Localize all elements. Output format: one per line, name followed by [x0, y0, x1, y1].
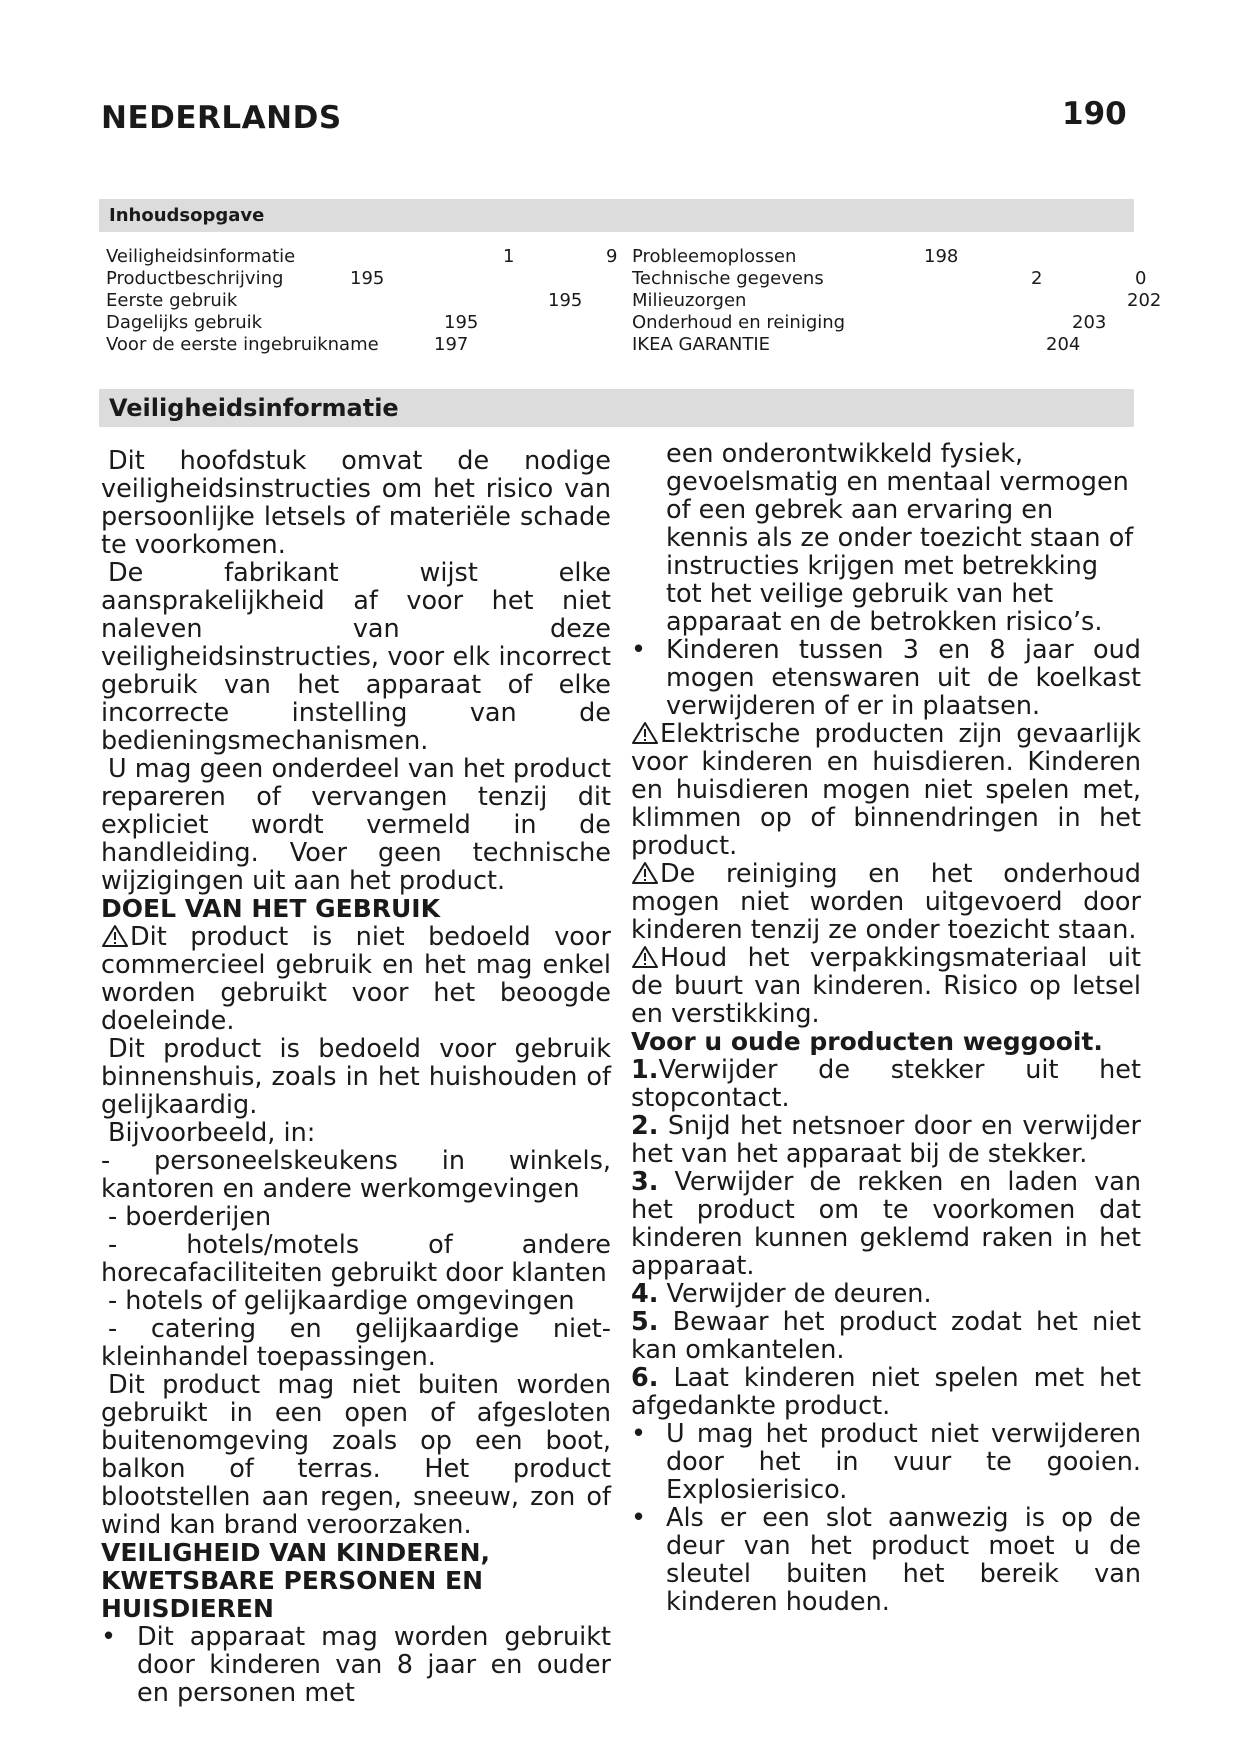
- step-text: Verwijder de rekken en laden van het product om te voorkomen dat kinderen kunnen geklemd raken in het apparaat.: [631, 1167, 1141, 1281]
- bullet-icon: •: [101, 1622, 117, 1652]
- purpose-warning-text: Dit product is niet bedoeld voor commercieel gebruik en het mag enkel worden gebruikt voor het beoogde doeleinde.: [101, 922, 611, 1036]
- outdoor-paragraph: Dit product mag niet buiten worden gebruikt in een open of afgesloten buitenomgeving zoals op een boot, balkon of terras. Het product blootstellen aan regen, sneeuw, zon of wind kan brand veroorzaken.: [101, 1370, 611, 1540]
- toc-title: Inhoudsopgave: [109, 205, 265, 226]
- step-number: 4.: [631, 1279, 659, 1309]
- toc-item-page: 198: [924, 246, 959, 267]
- continued-text-body: een onderontwikkeld fysiek, gevoelsmatig en mentaal vermogen of een gebrek aan ervaring en kennis als ze onder toezicht staan of instructies krijgen met betrekking tot het veilige gebruik van het apparaat en de betrokken risico’s.: [666, 439, 1134, 637]
- step-number: 5.: [631, 1307, 659, 1337]
- warning-text: Elektrische producten zijn gevaarlijk voor kinderen en huisdieren. Kinderen en huisdieren mogen niet spelen met, klimmen op of binnendringen in het product.: [631, 719, 1141, 861]
- warning-paragraph: [631, 720, 1141, 860]
- toc-item-page: 0: [1135, 268, 1147, 289]
- warning-icon: [631, 721, 659, 745]
- warning-text: De reiniging en het onderhoud mogen niet worden uitgevoerd door kinderen tenzij ze onder toezicht staan.: [631, 859, 1141, 945]
- example-item: - catering en gelijkaardige niet-kleinhandel toepassingen.: [101, 1314, 611, 1372]
- toc-item-page: 195: [548, 290, 583, 311]
- children-heading: VEILIGHEID VAN KINDEREN, KWETSBARE PERSONEN EN HUISDIEREN: [101, 1538, 491, 1623]
- purpose-paragraph: Dit product is bedoeld voor gebruik binnenshuis, zoals in het huishouden of gelijkaardig.: [101, 1034, 611, 1120]
- warning-icon: [631, 945, 659, 969]
- example-intro: Bijvoorbeeld, in:: [108, 1118, 316, 1148]
- intro-paragraph: Dit hoofdstuk omvat de nodige veiligheidsinstructies om het risico van persoonlijke letsels of materiële schade te voorkomen.: [101, 446, 611, 560]
- purpose-heading: DOEL VAN HET GEBRUIK: [101, 894, 440, 923]
- step-text: Bewaar het product zodat het niet kan omkantelen.: [631, 1307, 1141, 1365]
- disposal-step: [631, 1056, 1141, 1112]
- toc-item-page: 195: [350, 268, 385, 289]
- document-language-title: NEDERLANDS: [101, 100, 342, 136]
- toc-item-page: 1: [503, 246, 515, 267]
- warning-icon: [631, 861, 659, 885]
- bullet-item: [631, 1420, 1141, 1504]
- step-text: Verwijder de stekker uit het stopcontact.: [631, 1055, 1141, 1113]
- toc-item-page: 197: [434, 334, 469, 355]
- bullet-icon: •: [631, 1419, 647, 1449]
- toc-item-label: Probleemoplossen: [632, 246, 797, 267]
- bullet-icon: •: [631, 635, 647, 665]
- purpose-warning: [101, 923, 611, 1035]
- toc-item-page: 2: [1031, 268, 1043, 289]
- toc-item-label: Voor de eerste ingebruikname: [106, 334, 379, 355]
- toc-item-label: Eerste gebruik: [106, 290, 238, 311]
- example-item: - personeelskeukens in winkels, kantoren en andere werkomgevingen: [101, 1146, 611, 1204]
- bullet-item: [631, 1504, 1141, 1616]
- warning-paragraph: [631, 860, 1141, 944]
- bullet-text: Kinderen tussen 3 en 8 jaar oud mogen etenswaren uit de koelkast verwijderen of er in plaatsen.: [666, 635, 1141, 721]
- disposal-heading: Voor u oude producten weggooit.: [631, 1027, 1103, 1056]
- left-text-column: [101, 447, 611, 1707]
- disposal-step: [631, 1364, 1141, 1420]
- section-header-bar: [99, 389, 1134, 427]
- disposal-step: [631, 1280, 1141, 1308]
- disposal-step: [631, 1112, 1141, 1168]
- continued-text: [631, 440, 1141, 636]
- warning-text: Houd het verpakkingsmateriaal uit de buurt van kinderen. Risico op letsel en verstikking.: [631, 943, 1141, 1029]
- toc-item-label: Dagelijks gebruik: [106, 312, 263, 333]
- toc-item-label: Veiligheidsinformatie: [106, 246, 296, 267]
- disposal-step: [631, 1168, 1141, 1280]
- toc-item-label: IKEA GARANTIE: [632, 334, 771, 355]
- toc-item-page: 203: [1072, 312, 1107, 333]
- bullet-item: [101, 1623, 611, 1707]
- warning-paragraph: [631, 944, 1141, 1028]
- toc-item-page: 204: [1046, 334, 1081, 355]
- step-number: 3.: [631, 1167, 659, 1197]
- toc-item-label: Productbeschrijving: [106, 268, 284, 289]
- section-title: Veiligheidsinformatie: [109, 394, 399, 422]
- toc-item-label: Onderhoud en reiniging: [632, 312, 846, 333]
- toc-item-page: 202: [1127, 290, 1162, 311]
- disposal-step: [631, 1308, 1141, 1364]
- toc-item-page: 195: [444, 312, 479, 333]
- step-number: 2.: [631, 1111, 659, 1141]
- page-number: 190: [1062, 96, 1127, 132]
- step-number: 6.: [631, 1363, 659, 1393]
- step-number: 1.: [631, 1055, 659, 1085]
- bullet-text: Als er een slot aanwezig is op de deur van het product moet u de sleutel buiten het bereik van kinderen houden.: [666, 1503, 1141, 1617]
- toc-item-label: Milieuzorgen: [632, 290, 747, 311]
- toc-item-page: 9: [606, 246, 618, 267]
- toc-item-label: Technische gegevens: [632, 268, 824, 289]
- toc-header-bar: [99, 199, 1134, 232]
- warning-icon: [101, 924, 129, 948]
- step-text: Laat kinderen niet spelen met het afgedankte product.: [631, 1363, 1141, 1421]
- example-item: - hotels/motels of andere horecafaciliteiten gebruikt door klanten: [101, 1230, 611, 1288]
- step-text: Snijd het netsnoer door en verwijder het van het apparaat bij de stekker.: [631, 1111, 1141, 1169]
- intro-paragraph: U mag geen onderdeel van het product repareren of vervangen tenzij dit expliciet wordt vermeld in de handleiding. Voer geen technische wijzigingen uit aan het product.: [101, 754, 611, 896]
- example-item: - boerderijen: [108, 1202, 272, 1232]
- bullet-text: Dit apparaat mag worden gebruikt door kinderen van 8 jaar en ouder en personen met: [137, 1622, 611, 1708]
- bullet-item: [631, 636, 1141, 720]
- step-text: Verwijder de deuren.: [666, 1279, 932, 1309]
- bullet-icon: •: [631, 1503, 647, 1533]
- bullet-text: U mag het product niet verwijderen door het in vuur te gooien. Explosierisico.: [666, 1419, 1141, 1505]
- intro-paragraph: De fabrikant wijst elke aansprakelijkheid af voor het niet naleven van deze veiligheidsinstructies, voor elk incorrect gebruik van het apparaat of elke incorrecte instelling van de bedieningsmechanismen.: [101, 558, 611, 756]
- example-item: - hotels of gelijkaardige omgevingen: [108, 1286, 575, 1316]
- right-text-column: [631, 440, 1141, 1616]
